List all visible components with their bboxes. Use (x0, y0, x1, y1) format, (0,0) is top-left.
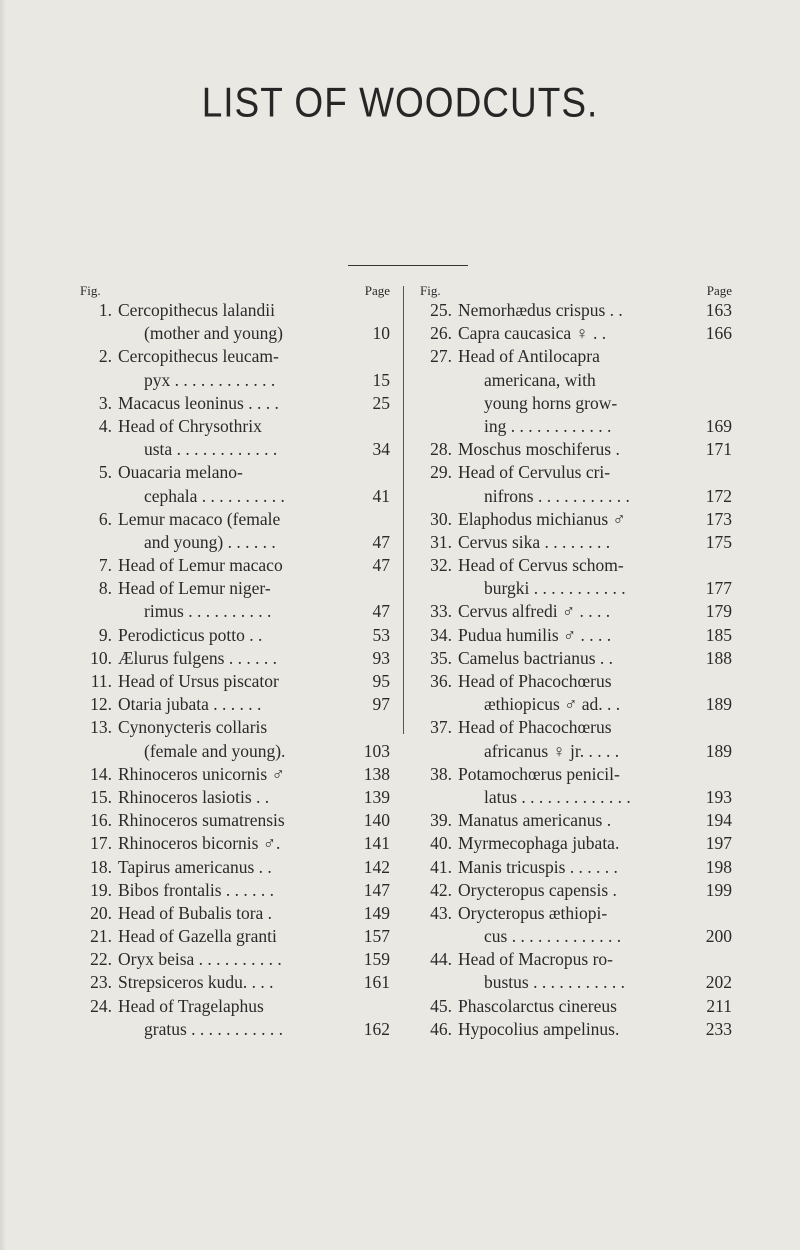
figure-caption: cephala . . . . . . . . . . (144, 485, 285, 506)
figure-caption: Capra caucasica ♀ . . (458, 323, 607, 344)
page-number: 173 (705, 508, 732, 529)
list-item (420, 693, 732, 716)
page-number: 147 (363, 879, 390, 900)
page-number: 138 (363, 763, 390, 784)
list-item (80, 971, 390, 994)
figure-number: 27. (430, 346, 452, 367)
page-number: 200 (705, 926, 732, 947)
page-number: 139 (363, 786, 390, 807)
figure-caption: and young) . . . . . . (144, 531, 276, 552)
page-number (696, 716, 732, 739)
page-number: 198 (705, 856, 732, 877)
figure-number: 18. (90, 856, 112, 877)
figure-caption: Rhinoceros lasiotis . . (118, 786, 270, 807)
page-number (696, 392, 732, 415)
list-item (420, 554, 732, 577)
figure-caption: Myrmecophaga jubata. (458, 833, 620, 854)
figure-number (420, 415, 452, 438)
page-number: 140 (363, 810, 390, 831)
figure-caption: Oryx beisa . . . . . . . . . . (118, 949, 282, 970)
figure-number: 46. (430, 1018, 452, 1039)
page-number (696, 902, 732, 925)
figure-number: 40. (430, 833, 452, 854)
list-item (80, 740, 390, 763)
page-number: 197 (705, 833, 732, 854)
page-title: LIST OF WOODCUTS. (201, 79, 599, 126)
page-number: 103 (363, 740, 390, 761)
list-item (420, 531, 732, 554)
page-number (354, 577, 390, 600)
title-rule (348, 265, 468, 266)
page-number: 169 (705, 415, 732, 436)
page-number: 41 (372, 485, 390, 506)
list-item (420, 322, 732, 345)
figure-number (420, 740, 452, 763)
figure-caption: Elaphodus michianus ♂ (458, 508, 626, 529)
figure-number: 34. (430, 624, 452, 645)
figure-number: 28. (430, 439, 452, 460)
figure-number: 3. (98, 392, 112, 413)
list-item (80, 577, 390, 600)
page-number: 171 (705, 439, 732, 460)
figure-caption: Head of Macropus ro- (458, 949, 614, 970)
figure-caption: Bibos frontalis . . . . . . (118, 879, 275, 900)
page-number: 179 (705, 601, 732, 622)
list-item (420, 600, 732, 623)
list-item (420, 948, 732, 971)
figure-caption: nifrons . . . . . . . . . . . (484, 485, 630, 506)
figure-number (420, 786, 452, 809)
figure-number: 32. (430, 555, 452, 576)
figure-number: 25. (430, 300, 452, 320)
list-item (80, 299, 390, 322)
list-item (80, 345, 390, 368)
figure-caption: cus . . . . . . . . . . . . . (484, 926, 622, 947)
page-number (696, 670, 732, 693)
list-item (80, 716, 390, 739)
list-item (420, 1018, 732, 1041)
figure-number: 43. (430, 902, 452, 923)
page-heading: Page (706, 283, 732, 298)
list-item (420, 369, 732, 392)
figure-caption: Ælurus fulgens . . . . . . (118, 647, 277, 668)
right-column (420, 282, 732, 1041)
list-item (80, 879, 390, 902)
page-number: 199 (705, 879, 732, 900)
list-item (420, 461, 732, 484)
list-item (420, 438, 732, 461)
page-number (696, 369, 732, 392)
figure-caption: africanus ♀ jr. . . . . (484, 740, 620, 761)
fig-heading: Fig. (80, 283, 101, 298)
list-item (80, 832, 390, 855)
list-item (80, 508, 390, 531)
figure-number: 30. (430, 508, 452, 529)
list-item (80, 554, 390, 577)
page-number: 93 (372, 647, 390, 668)
figure-caption: Cercopithecus lalandii (118, 300, 275, 320)
list-item (80, 461, 390, 484)
list-item (80, 647, 390, 670)
figure-caption: Manatus americanus . (458, 810, 612, 831)
list-item (420, 856, 732, 879)
page-number (696, 763, 732, 786)
list-item (80, 369, 390, 392)
list-item (80, 322, 390, 345)
figure-number: 29. (430, 462, 452, 483)
figure-number: 36. (430, 671, 452, 691)
figure-caption: Head of Gazella granti (118, 926, 277, 947)
page-number: 161 (363, 972, 390, 993)
figure-caption: ing . . . . . . . . . . . . (484, 415, 612, 436)
figure-number (80, 438, 112, 461)
figure-caption: Head of Antilocapra (458, 346, 600, 367)
figure-caption: Moschus moschiferus . (458, 439, 620, 460)
figure-number: 22. (90, 949, 112, 970)
page-number: 185 (705, 624, 732, 645)
figure-caption: Hypocolius ampelinus. (458, 1018, 620, 1039)
figure-number (80, 531, 112, 554)
page-number (354, 716, 390, 739)
list-item (420, 577, 732, 600)
figure-number: 19. (90, 879, 112, 900)
page-number: 10 (372, 323, 390, 344)
figure-number: 2. (98, 346, 112, 367)
figure-caption: Pudua humilis ♂ . . . . (458, 624, 612, 645)
figure-caption: Manis tricuspis . . . . . . (458, 856, 618, 877)
figure-number (80, 600, 112, 623)
page-number (354, 461, 390, 484)
figure-number: 20. (90, 902, 112, 923)
list-item (80, 670, 390, 693)
list-item (80, 624, 390, 647)
left-column (80, 282, 390, 1041)
list-item (420, 879, 732, 902)
figure-caption: Nemorhædus crispus . . (458, 300, 623, 320)
figure-number (80, 740, 112, 763)
figure-caption: Ouacaria melano- (118, 462, 243, 483)
list-item (80, 485, 390, 508)
page-number: 141 (363, 833, 390, 854)
list-item (80, 415, 390, 438)
figure-caption: Orycteropus æthiopi- (458, 902, 608, 923)
list-item (80, 925, 390, 948)
figure-caption: Head of Lemur niger- (118, 578, 271, 599)
figure-number: 17. (90, 833, 112, 854)
list-item (420, 995, 732, 1018)
figure-caption: Head of Chrysothrix (118, 415, 262, 436)
figure-caption: Head of Ursus piscator (118, 671, 279, 691)
page-number: 177 (705, 578, 732, 599)
figure-number (420, 925, 452, 948)
figure-caption: rimus . . . . . . . . . . (144, 601, 272, 622)
figure-caption: Otaria jubata . . . . . . (118, 694, 262, 715)
page-number: 211 (706, 995, 732, 1016)
figure-caption: americana, with (484, 369, 596, 390)
list-item (80, 600, 390, 623)
page-number: 34 (372, 439, 390, 460)
figure-number: 23. (90, 972, 112, 993)
page-number: 166 (705, 323, 732, 344)
list-item (80, 809, 390, 832)
list-item (420, 902, 732, 925)
figure-number: 39. (430, 810, 452, 831)
figure-number: 31. (430, 531, 452, 552)
figure-caption: Rhinoceros sumatrensis (118, 810, 285, 831)
figure-number (420, 577, 452, 600)
page-number: 159 (363, 949, 390, 970)
figure-caption: (mother and young) (144, 323, 283, 344)
figure-caption: Rhinoceros unicornis ♂ (118, 763, 285, 784)
figure-caption: Tapirus americanus . . (118, 856, 272, 877)
list-item (420, 670, 732, 693)
page-number (354, 415, 390, 438)
figure-number: 41. (430, 856, 452, 877)
figure-number: 35. (430, 647, 452, 668)
list-item (80, 693, 390, 716)
list-item (420, 647, 732, 670)
figure-number: 1. (98, 300, 112, 320)
page-number: 157 (363, 926, 390, 947)
list-item (420, 786, 732, 809)
page-number (354, 299, 390, 322)
page-number: 95 (372, 671, 390, 691)
list-item (80, 438, 390, 461)
list-item (80, 531, 390, 554)
figure-caption: Head of Cervulus cri- (458, 462, 611, 483)
list-item (420, 415, 732, 438)
right-entries (420, 299, 732, 1041)
figure-caption: Perodicticus potto . . (118, 624, 263, 645)
list-item (420, 740, 732, 763)
figure-caption: bustus . . . . . . . . . . . (484, 972, 625, 993)
left-entries (80, 299, 390, 1041)
figure-number (420, 369, 452, 392)
list-item (420, 925, 732, 948)
page-number: 149 (363, 902, 390, 923)
list-item (80, 995, 390, 1018)
list-item (420, 345, 732, 368)
page-number: 188 (705, 647, 732, 668)
figure-caption: Orycteropus capensis . (458, 879, 617, 900)
figure-number: 44. (430, 949, 452, 970)
page-number (696, 948, 732, 971)
list-item (420, 392, 732, 415)
figure-number: 21. (90, 926, 112, 947)
figure-caption: Head of Phacochœrus (458, 671, 612, 691)
figure-caption: Head of Tragelaphus (118, 995, 264, 1016)
page-number: 47 (372, 601, 390, 622)
figure-number: 4. (98, 415, 112, 436)
page-number: 194 (705, 810, 732, 831)
list-item (80, 786, 390, 809)
figure-number: 9. (98, 624, 112, 645)
figure-number: 37. (430, 717, 452, 738)
page-number (696, 554, 732, 577)
figure-caption: Cervus alfredi ♂ . . . . (458, 601, 611, 622)
list-item (420, 763, 732, 786)
figure-caption: Macacus leoninus . . . . (118, 392, 279, 413)
figure-number: 12. (90, 694, 112, 715)
figure-caption: Head of Phacochœrus (458, 717, 612, 738)
list-item (420, 832, 732, 855)
figure-number: 7. (98, 555, 112, 576)
figure-number: 42. (430, 879, 452, 900)
figure-caption: (female and young). (144, 740, 286, 761)
page-number: 97 (372, 694, 390, 715)
page-number: 142 (363, 856, 390, 877)
list-item (420, 299, 732, 322)
figure-caption: Lemur macaco (female (118, 508, 281, 529)
fig-heading: Fig. (420, 283, 441, 298)
figure-number (420, 971, 452, 994)
right-column-header (420, 282, 732, 299)
figure-number: 45. (430, 995, 452, 1016)
list-item (420, 485, 732, 508)
figure-caption: Cervus sika . . . . . . . . (458, 531, 611, 552)
figure-number: 8. (98, 578, 112, 599)
page-edge (0, 0, 6, 1250)
figure-caption: Head of Cervus schom- (458, 555, 624, 576)
list-item (80, 1018, 390, 1041)
figure-caption: latus . . . . . . . . . . . . . (484, 786, 631, 807)
list-item (80, 392, 390, 415)
page-heading: Page (364, 283, 390, 298)
figure-number: 11. (90, 671, 112, 691)
list-item (420, 624, 732, 647)
column-divider (403, 286, 404, 734)
page-number: 15 (372, 369, 390, 390)
figure-caption: gratus . . . . . . . . . . . (144, 1018, 284, 1039)
page-number: 189 (705, 694, 732, 715)
page-number: 47 (372, 531, 390, 552)
list-item (80, 856, 390, 879)
figure-number: 15. (90, 786, 112, 807)
figure-number: 13. (90, 717, 112, 738)
left-column-header (80, 282, 390, 299)
figure-caption: burgki . . . . . . . . . . . (484, 578, 626, 599)
list-item (80, 902, 390, 925)
page-number (354, 995, 390, 1018)
figure-number: 16. (90, 810, 112, 831)
list-item (420, 716, 732, 739)
page-number: 233 (705, 1018, 732, 1039)
list-item (420, 809, 732, 832)
figure-caption: Cynonycteris collaris (118, 717, 268, 738)
page-number: 172 (705, 485, 732, 506)
page-number: 193 (705, 786, 732, 807)
figure-caption: Phascolarctus cinereus (458, 995, 617, 1016)
page-number: 202 (705, 972, 732, 993)
figure-caption: young horns grow- (484, 392, 618, 413)
list-item (80, 763, 390, 786)
list-item (80, 948, 390, 971)
figure-number: 14. (90, 763, 112, 784)
figure-number (80, 322, 112, 345)
figure-caption: pyx . . . . . . . . . . . . (144, 369, 276, 390)
figure-number: 26. (430, 323, 452, 344)
figure-number (420, 485, 452, 508)
page-number: 25 (372, 392, 390, 413)
figure-number (420, 392, 452, 415)
figure-number (80, 369, 112, 392)
list-item (420, 971, 732, 994)
page-number (354, 345, 390, 368)
figure-number (420, 693, 452, 716)
page-number (696, 345, 732, 368)
figure-number (80, 1018, 112, 1041)
figure-number: 24. (90, 995, 112, 1016)
page-number (696, 461, 732, 484)
page-number: 53 (372, 624, 390, 645)
figure-number: 6. (98, 508, 112, 529)
page-number: 47 (372, 555, 390, 576)
page-number: 162 (363, 1018, 390, 1039)
figure-caption: Strepsiceros kudu. . . . (118, 972, 274, 993)
figure-caption: Camelus bactrianus . . (458, 647, 614, 668)
page-number: 175 (705, 531, 732, 552)
figure-caption: æthiopicus ♂ ad. . . (484, 694, 621, 715)
figure-caption: Rhinoceros bicornis ♂. (118, 833, 281, 854)
list-item (420, 508, 732, 531)
figure-caption: Head of Bubalis tora . (118, 902, 273, 923)
figure-caption: Cercopithecus leucam- (118, 346, 279, 367)
page-number: 163 (705, 300, 732, 320)
page-number: 189 (705, 740, 732, 761)
figure-number: 10. (90, 647, 112, 668)
figure-caption: Potamochœrus penicil- (458, 763, 620, 784)
figure-caption: Head of Lemur macaco (118, 555, 283, 576)
figure-number: 5. (98, 462, 112, 483)
figure-number: 38. (430, 763, 452, 784)
figure-number (80, 485, 112, 508)
page-number (354, 508, 390, 531)
figure-caption: usta . . . . . . . . . . . . (144, 439, 278, 460)
figure-number: 33. (430, 601, 452, 622)
